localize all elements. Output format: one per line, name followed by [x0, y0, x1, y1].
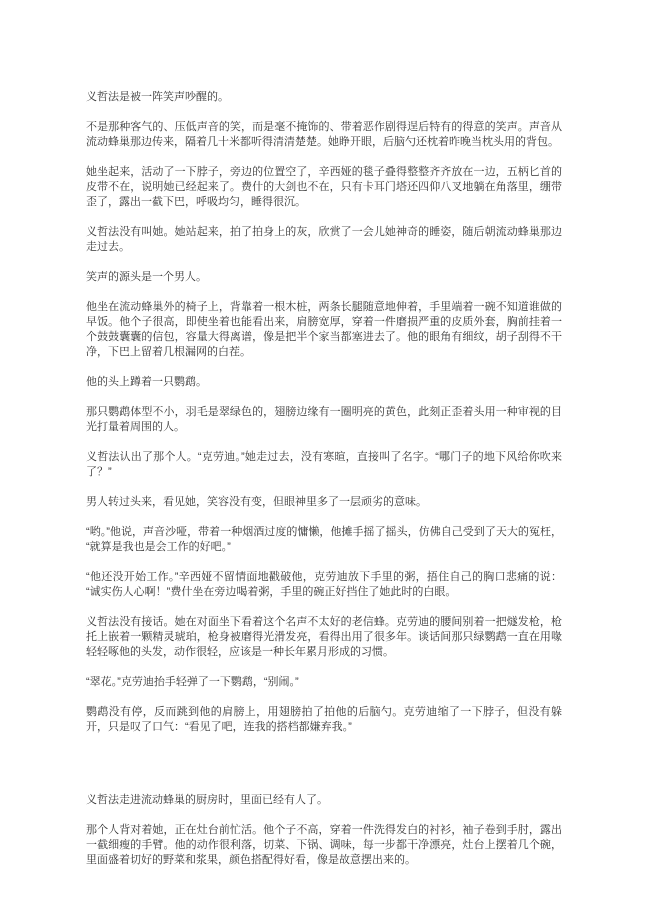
- scene-section-1: [86, 90, 562, 735]
- paragraph: “哟。”他说，声音沙哑，带着一种烟酒过度的慵懒，他摊手摇了摇头，仿佛自己受到了天大的冤枉，“就算是我也是会工作的好吧。”: [86, 526, 562, 553]
- paragraph: 男人转过头来，看见她，笑容没有变，但眼神里多了一层顽劣的意味。: [86, 496, 427, 508]
- paragraph: 义哲法是被一阵笑声吵醒的。: [86, 91, 229, 103]
- scene-break-spacer: [86, 750, 562, 793]
- paragraph: 笑声的源头是一个男人。: [86, 271, 207, 283]
- paragraph: “他还没开始工作。”辛西娅不留情面地戳破他，克劳迪放下手里的粥，捂住自己的胸口悲痛的说：“诚实伤人心啊！”费什坐在旁边喝着粥，手里的碗正好挡住了她此时的白眼。: [86, 571, 562, 598]
- paragraph: 那只鹦鹉体型不小，羽毛是翠绿色的，翅膀边缘有一圈明亮的黄色，此刻正歪着头用一种审视的目光打量着周围的人。: [86, 406, 562, 433]
- paragraph: 不是那种客气的、压低声音的笑，而是毫不掩饰的、带着恶作剧得逞后特有的得意的笑声。声音从流动蜂巢那边传来，隔着几十米都听得清清楚楚。她睁开眼，后脑勺还枕着昨晚当枕头用的背包。: [86, 121, 562, 148]
- paragraph: 义哲法认出了那个人。“克劳迪。”她走过去，没有寒暄，直接叫了名字。“哪门子的地下风给你吹来了？”: [86, 451, 562, 478]
- paragraph: 那个人背对着她，正在灶台前忙活。他个子不高，穿着一件洗得发白的衬衫，袖子卷到手肘，露出一截细瘦的手臂。他的动作很利落，切菜、下锅、调味，每一步都干净漂亮，灶台上摆着几个碗，里面盛着切好的野菜和浆果，颜色搭配得好看，像是故意摆出来的。: [86, 824, 562, 866]
- novel-text-content: [86, 90, 562, 883]
- paragraph: 他的头上蹲着一只鹦鹉。: [86, 376, 207, 388]
- paragraph: 她坐起来，活动了一下脖子，旁边的位置空了，辛西娅的毯子叠得整整齐齐放在一边，五柄匕首的皮带不在，说明她已经起来了。费什的大剑也不在，只有卡耳门塔还四仰八叉地躺在角落里，绷带歪了，露出一截下巴，呼吸均匀，睡得很沉。: [86, 166, 562, 208]
- paragraph: 义哲法走进流动蜂巢的厨房时，里面已经有人了。: [86, 794, 328, 806]
- paragraph: “翠花。”克劳迪抬手轻弹了一下鹦鹉，“别闹。”: [86, 676, 299, 688]
- paragraph: 义哲法没有叫她。她站起来，拍了拍身上的灰，欣赏了一会儿她神奇的睡姿，随后朝流动蜂巢那边走过去。: [86, 226, 562, 253]
- paragraph: 他坐在流动蜂巢外的椅子上，背靠着一根木桩，两条长腿随意地伸着，手里端着一碗不知道谁做的早饭。他个子很高，即使坐着也能看出来，肩膀宽厚，穿着一件磨损严重的皮质外套，胸前挂着一个鼓鼓囊囊的信包，容量大得离谱，像是把半个家当都塞进去了。他的眼角有细纹，胡子刮得不干净，下巴上留着几根漏网的白茬。: [86, 301, 562, 358]
- paragraph: 鹦鹉没有停，反而跳到他的肩膀上，用翅膀拍了拍他的后脑勺。克劳迪缩了一下脖子，但没有躲开，只是叹了口气：“看见了吧，连我的搭档都嫌弃我。”: [86, 706, 562, 733]
- scene-section-2: [86, 793, 562, 868]
- paragraph: 义哲法没有接话。她在对面坐下看着这个名声不太好的老信蜂。克劳迪的腰间别着一把燧发枪，枪托上嵌着一颗精灵琥珀，枪身被磨得光滑发亮，看得出用了很多年。谈话间那只绿鹦鹉一直在用喙轻轻啄他的头发，动作很轻，应该是一种长年累月形成的习惯。: [86, 616, 562, 658]
